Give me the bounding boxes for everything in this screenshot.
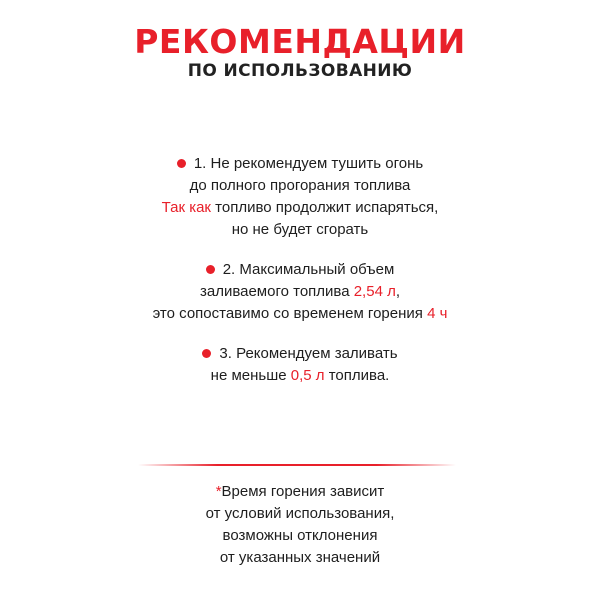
recommendation-3-line-2	[0, 365, 600, 387]
recommendation-2-line-3	[0, 303, 600, 325]
highlight-volume: 2,54 л	[353, 283, 396, 300]
recommendation-3-heading	[0, 343, 600, 365]
bullet-dot-icon	[177, 159, 186, 168]
asterisk-mark: *	[215, 483, 222, 500]
footnote-line-1-text: Время горения зависит	[221, 483, 385, 500]
footnote-line-4: от указанных значений	[219, 549, 381, 566]
bullet-dot-icon	[206, 265, 215, 274]
page-subtitle: ПО ИСПОЛЬЗОВАНИЮ	[187, 61, 413, 81]
footnote	[0, 481, 600, 569]
divider	[138, 464, 456, 466]
recommendation-1-line-3	[0, 197, 600, 219]
recommendation-1	[0, 153, 600, 241]
recommendation-1-line-1: 1. Не рекомендуем тушить огонь	[193, 155, 424, 172]
footnote-line-1	[0, 481, 600, 503]
recommendation-1-heading	[0, 153, 600, 175]
recommendation-1-line-3-rest: топливо продолжит испаряться,	[211, 199, 439, 216]
recommendation-1-line-2: до полного прогорания топлива	[189, 177, 411, 194]
recommendation-3	[0, 343, 600, 387]
recommendation-2-line-2	[0, 281, 600, 303]
recommendation-2-line-2-text: заливаемого топлива	[199, 283, 354, 300]
footnote-line-3: возможны отклонения	[222, 527, 378, 544]
highlight-text: Так как	[161, 199, 211, 216]
recommendation-2-line-2-punct: ,	[395, 283, 401, 300]
recommendation-3-line-2-text: не меньше	[210, 367, 291, 384]
bullet-dot-icon	[202, 349, 211, 358]
recommendation-2-line-3-text: это сопоставимо со временем горения	[152, 305, 428, 322]
recommendation-2-line-1: 2. Максимальный объем	[222, 261, 395, 278]
highlight-burn-time: 4 ч	[427, 305, 448, 322]
recommendation-1-line-4: но не будет сгорать	[231, 221, 369, 238]
recommendation-3-line-1: 3. Рекомендуем заливать	[219, 345, 398, 362]
highlight-min-volume: 0,5 л	[290, 367, 325, 384]
page-title: РЕКОМЕНДАЦИИ	[134, 22, 466, 61]
recommendation-2-heading	[0, 259, 600, 281]
footnote-line-2: от условий использования,	[205, 505, 395, 522]
recommendation-3-line-2-rest: топлива.	[324, 367, 390, 384]
recommendation-2	[0, 259, 600, 325]
